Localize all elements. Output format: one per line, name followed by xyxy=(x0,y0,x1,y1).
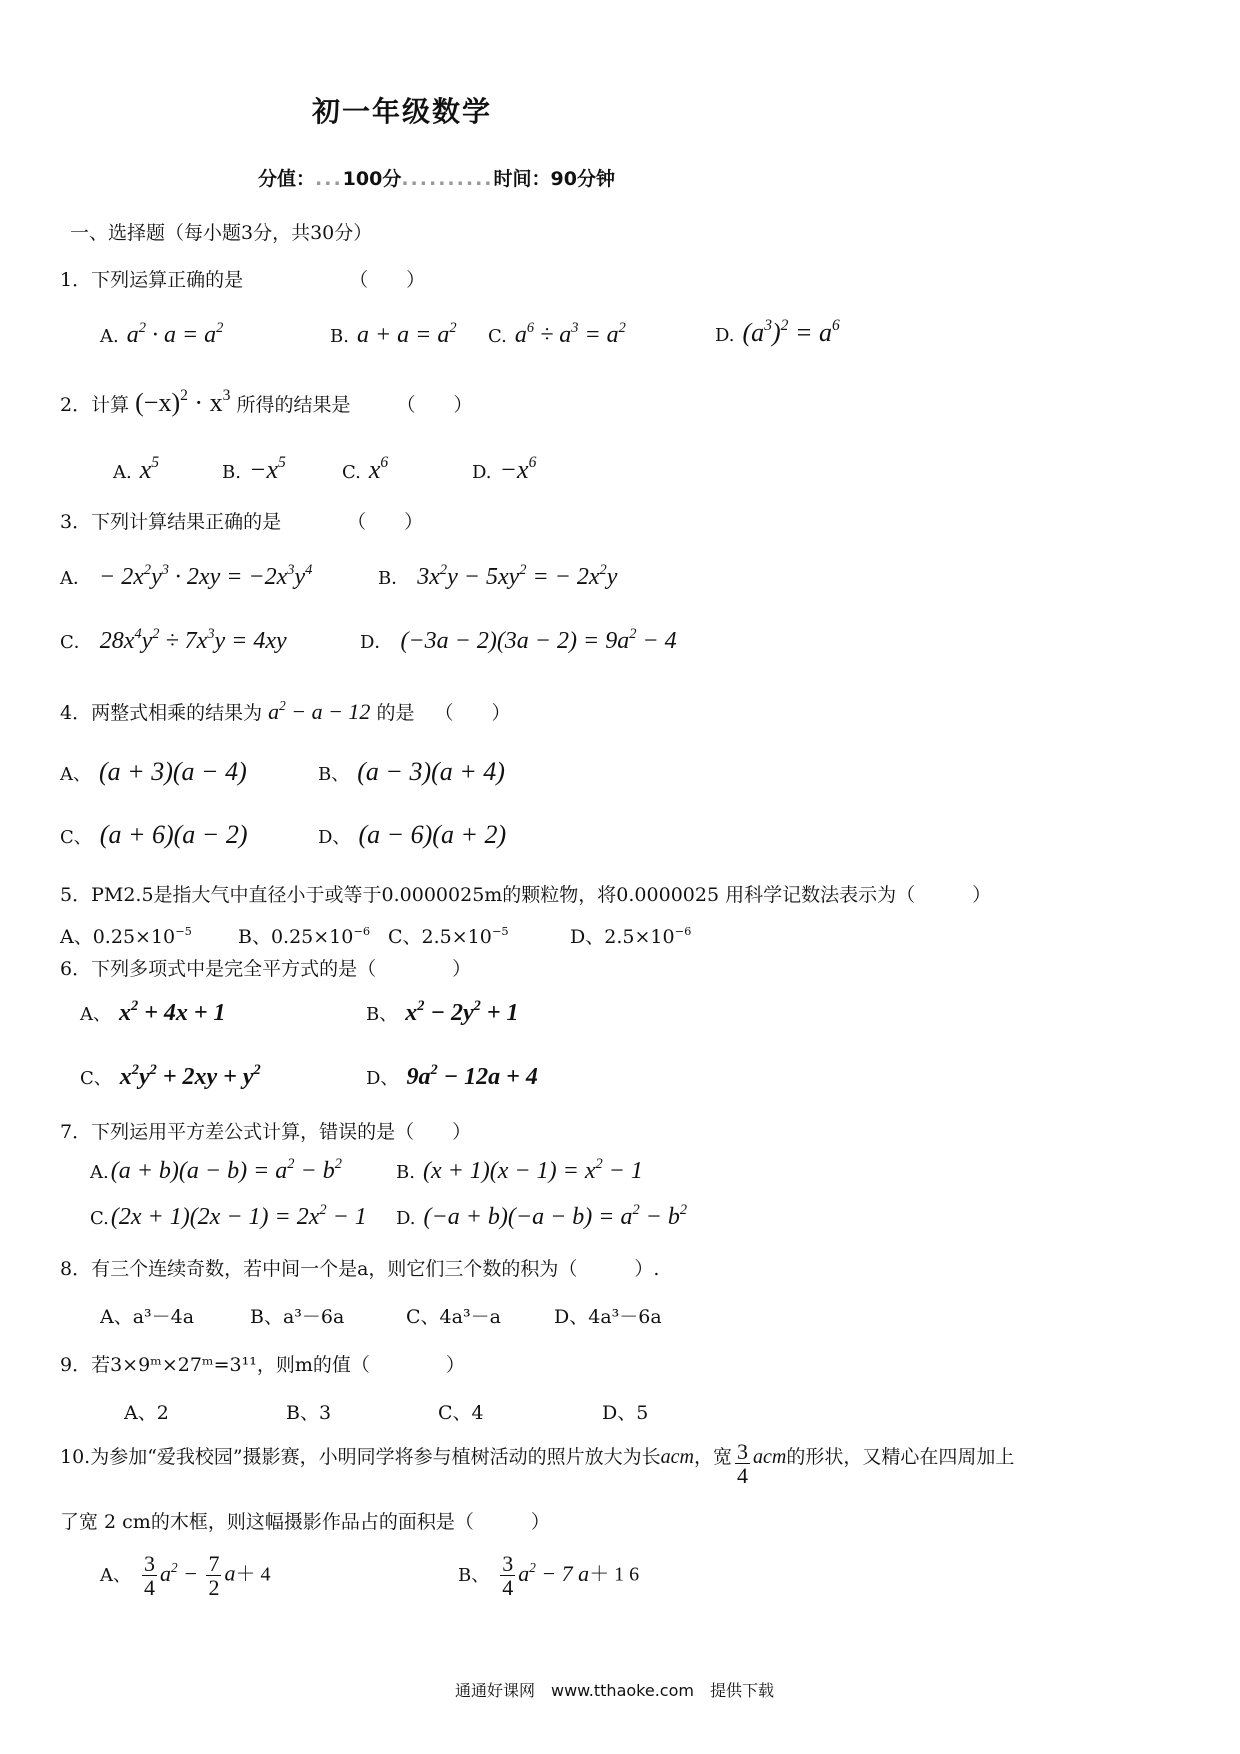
question-2-option-c: C. $x^6$ xyxy=(342,454,389,484)
score-label: 分值： xyxy=(258,168,316,190)
question-2-blank: （ ） xyxy=(396,394,473,416)
question-10-line-2: 了宽 2 cm的木框，则这幅摄影作品占的面积是（ ） xyxy=(60,1511,550,1533)
footer-source: 通通好课网 www.tthaoke.com 提供下载 xyxy=(455,1681,774,1700)
question-3-blank: （ ） xyxy=(347,511,424,533)
question-2-option-a: A. $x^5$ xyxy=(113,454,160,484)
question-3-option-c: C． $28x^4y^2 \div 7x^3y = 4xy$ xyxy=(60,625,287,654)
question-6-option-a: A、 $x^2 + 4x + 1$ xyxy=(80,997,226,1026)
question-8: 8．有三个连续奇数，若中间一个是a，则它们三个数的积为（ ）. xyxy=(60,1258,660,1280)
question-4-option-d: D、 (a − 6)(a + 2) xyxy=(318,820,507,849)
exam-meta: 分值：...100分..........时间：90分钟 xyxy=(258,168,615,190)
question-8-option-d: D、4a³－6a xyxy=(554,1306,662,1328)
question-8-option-c: C、4a³－a xyxy=(406,1306,501,1328)
question-6-option-c: C、 $x^2y^2 + 2xy + y^2$ xyxy=(80,1061,261,1090)
question-2-stem-pre: 2．计算 xyxy=(60,394,130,416)
question-4-blank: （ ） xyxy=(434,702,511,724)
question-7: 7．下列运用平方差公式计算，错误的是（ ） xyxy=(60,1121,472,1143)
question-7-option-b: B. $(x + 1)(x - 1) = x^2 - 1$ xyxy=(396,1155,643,1184)
page-title: 初一年级数学 xyxy=(312,95,493,128)
question-3-option-d: D． $(-3a - 2)(3a - 2) = 9a^2 - 4$ xyxy=(360,625,677,654)
question-3-stem: 3．下列计算结果正确的是 xyxy=(60,511,282,533)
question-6-option-b: B、 $x^2 - 2y^2 + 1$ xyxy=(366,997,519,1026)
question-10: 10.为参加“爱我校园”摄影赛，小明同学将参与植树活动的照片放大为长acm，宽 $\frac{3}{4}$ acm的形状，又精心在四周加上 xyxy=(60,1439,1015,1489)
question-9-option-b: B、3 xyxy=(286,1402,332,1424)
question-4-option-a: A、 (a + 3)(a − 4) xyxy=(60,757,247,786)
question-8-option-b: B、a³－6a xyxy=(250,1306,345,1328)
question-10-option-a: A、 $\frac{3}{4}$ $a^2$ − $\frac{7}{2}$ a＋ 4 xyxy=(100,1551,271,1601)
question-9: 9．若3×9ᵐ×27ᵐ=3¹¹，则m的值（ ） xyxy=(60,1354,465,1376)
question-8-option-a: A、a³－4a xyxy=(100,1306,195,1328)
question-6: 6．下列多项式中是完全平方式的是（ ） xyxy=(60,958,472,980)
question-3 xyxy=(60,507,423,534)
question-1 xyxy=(60,265,425,292)
question-10-option-b: B、 $\frac{3}{4}$ $a^2 - 7$ a＋ 1 6 xyxy=(458,1551,640,1601)
section-heading: 一、选择题（每小题3分，共30分） xyxy=(70,222,373,244)
question-10-stem-mid: ，宽 xyxy=(693,1445,732,1468)
question-2: 2．计算 $(-x)^2 \cdot x^3$ 所得的结果是 （ ） xyxy=(60,387,473,417)
question-4: 4．两整式相乘的结果为 $a^2 - a - 12$ 的是 （ ） xyxy=(60,697,511,724)
score-value: 100分 xyxy=(342,168,402,190)
question-1-option-b: B. $a + a = a^2$ xyxy=(330,319,457,348)
question-1-option-c: C. $a^6 \div a^3 = a^2$ xyxy=(488,319,626,348)
question-9-option-d: D、5 xyxy=(602,1402,649,1424)
question-10-stem-post: 的形状，又精心在四周加上 xyxy=(786,1445,1015,1468)
question-1-option-a: A. $a^2 \cdot a = a^2$ xyxy=(100,319,224,348)
question-7-option-d: D. $(-a + b)(-a - b) = a^2 - b^2$ xyxy=(396,1201,688,1230)
question-6-option-d: D、 $9a^2 - 12a + 4$ xyxy=(366,1061,538,1090)
question-4-stem-pre: 4．两整式相乘的结果为 xyxy=(60,702,263,724)
question-5-option-a: A、$0.25\times 10^{-5}$ xyxy=(60,924,192,948)
question-1-blank: （ ） xyxy=(349,269,426,291)
question-9-option-a: A、2 xyxy=(124,1402,169,1424)
question-4-stem-post: 的是 xyxy=(376,702,415,724)
question-2-option-b: B. $-x^5$ xyxy=(222,454,286,484)
question-5-option-b: B、$0.25\times 10^{-6}$ xyxy=(238,924,371,948)
question-5-option-d: D、$2.5\times 10^{-6}$ xyxy=(570,924,692,948)
question-7-option-a: $A.(a + b)(a - b) = a^2 - b^2$ xyxy=(90,1155,342,1184)
time-label: 时间：90分钟 xyxy=(493,168,615,190)
question-3-option-a: A． − $2x^2y^3 \cdot 2xy = -2x^3y^4$ xyxy=(60,561,313,590)
question-7-option-c: $C.(2x + 1)(2x - 1) = 2x^2 - 1$ xyxy=(90,1201,367,1230)
question-1-option-d: D. $(a^3)^2 = a^6$ xyxy=(715,317,840,347)
question-4-option-b: B、 (a − 3)(a + 4) xyxy=(318,757,505,786)
question-5: 5．PM2.5是指大气中直径小于或等于0.0000025m的颗粒物，将0.0000025 用科学记数法表示为（ ） xyxy=(60,884,992,906)
question-2-stem-post: 所得的结果是 xyxy=(236,394,351,416)
question-9-option-c: C、4 xyxy=(438,1402,484,1424)
question-1-stem: 1．下列运算正确的是 xyxy=(60,269,244,291)
question-10-stem-pre: 10.为参加“爱我校园”摄影赛，小明同学将参与植树活动的照片放大为长 xyxy=(60,1445,661,1468)
question-5-option-c: C、$2.5\times 10^{-5}$ xyxy=(388,924,509,948)
question-2-option-d: D. $-x^6$ xyxy=(472,454,537,484)
question-3-option-b: B． $3x^2y - 5xy^2$ = − $2x^2y$ xyxy=(378,561,618,590)
question-4-option-c: C、 (a + 6)(a − 2) xyxy=(60,820,248,849)
